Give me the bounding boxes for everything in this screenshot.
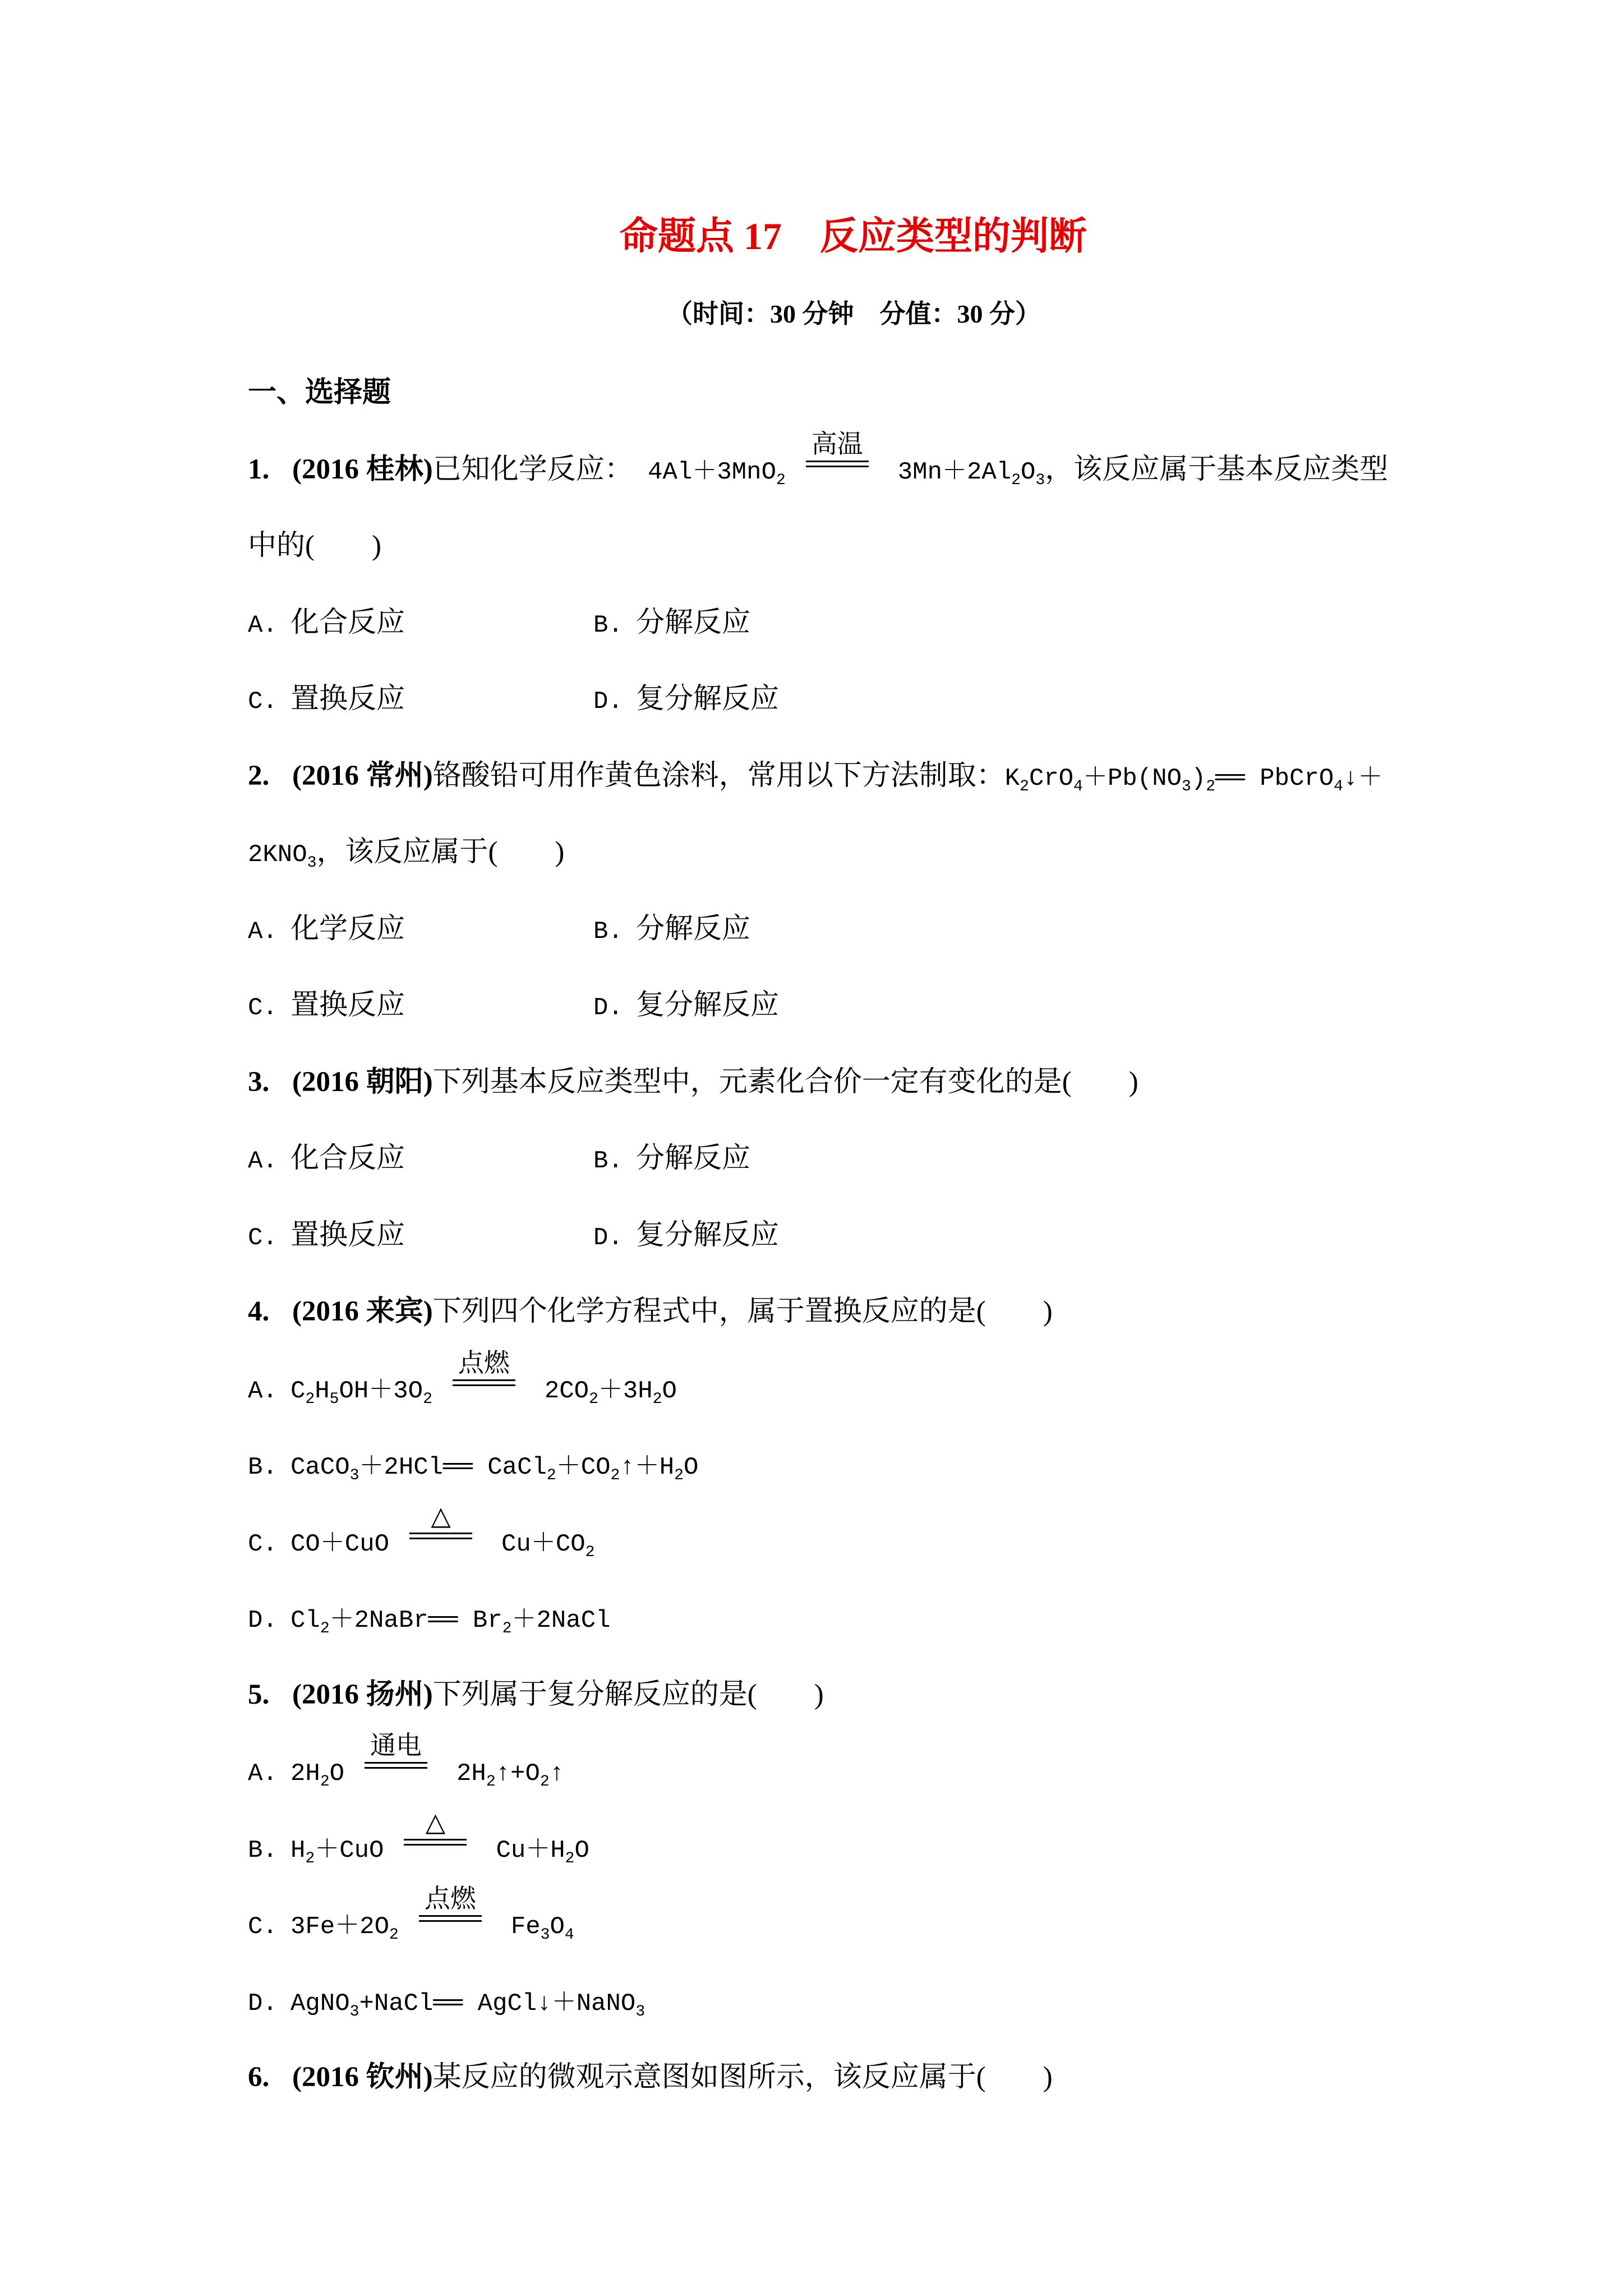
reaction-condition-label: 高温 xyxy=(811,429,863,458)
reaction-condition-double-line xyxy=(419,1915,482,1922)
subscript: 3 xyxy=(635,2003,645,2021)
subscript: 2 xyxy=(565,1849,575,1867)
chemical-formula: CO＋CuO xyxy=(291,1530,390,1558)
stem-text: 某反应的微观示意图如图所示，该反应属于( ) xyxy=(432,2062,1053,2093)
chemical-formula: Cu＋CO xyxy=(501,1530,585,1558)
chemical-formula: +NaCl══ AgCl↓＋NaNO xyxy=(359,1989,636,2018)
stem-text: 复分解反应 xyxy=(636,990,780,1021)
option-b xyxy=(593,891,939,970)
option-row xyxy=(248,1427,1538,1503)
option-c xyxy=(248,967,593,1047)
option-row xyxy=(248,1580,1538,1657)
chemical-formula: O xyxy=(1021,458,1036,486)
chemical-formula: CrO xyxy=(1029,764,1074,793)
reaction-condition xyxy=(453,1348,515,1402)
stem-text: 分解反应 xyxy=(636,606,751,638)
option-row xyxy=(248,585,1538,661)
option-label: D. xyxy=(593,994,623,1022)
subscript: 3 xyxy=(349,1467,359,1484)
chemical-formula: OH＋3O xyxy=(339,1377,423,1405)
subscript: 4 xyxy=(1334,777,1344,795)
option-label: D. xyxy=(248,1989,278,2018)
subscript: 2 xyxy=(1011,471,1021,489)
chemical-formula: Cu＋H xyxy=(496,1836,565,1865)
subscript: 2 xyxy=(1206,777,1216,795)
option-row xyxy=(248,891,1538,968)
chemical-formula: ＋2NaCl xyxy=(511,1607,611,1635)
stem-text: 复分解反应 xyxy=(636,683,780,715)
subscript: 2 xyxy=(652,1390,662,1408)
option-label: A. xyxy=(248,1760,278,1788)
subscript: 2 xyxy=(610,1467,620,1484)
question-source: (2016 扬州) xyxy=(292,1678,433,1710)
stem-text: 化合反应 xyxy=(291,1143,405,1174)
stem-text: 下列属于复分解反应的是( ) xyxy=(432,1678,824,1710)
chemical-formula: 2KNO xyxy=(248,841,307,869)
subscript: 2 xyxy=(389,1926,399,1944)
reaction-condition-double-line xyxy=(453,1379,515,1386)
option-d xyxy=(248,1602,611,1637)
chemical-formula: 3Mn＋2Al xyxy=(897,458,1012,486)
stem-text: 置换反应 xyxy=(291,990,405,1021)
chemical-formula: 3Fe＋2O xyxy=(291,1913,390,1941)
option-row xyxy=(248,967,1538,1044)
option-c xyxy=(248,1501,595,1561)
option-d xyxy=(593,967,939,1047)
question-1-stem-line xyxy=(248,431,1538,508)
subscript: 2 xyxy=(423,1390,432,1408)
reaction-condition-label: 通电 xyxy=(370,1731,422,1760)
option-label: A. xyxy=(248,611,278,639)
chemical-formula: H xyxy=(291,1836,306,1865)
stem-text: 分解反应 xyxy=(636,913,751,945)
stem-text: 已知化学反应： xyxy=(432,453,633,485)
question-number: 1. xyxy=(248,453,270,485)
reaction-condition xyxy=(409,1501,472,1555)
question-number: 6. xyxy=(248,2062,270,2093)
subscript: 2 xyxy=(585,1543,595,1561)
subscript: 2 xyxy=(486,1773,496,1791)
chemical-formula: ↑ xyxy=(549,1760,565,1788)
reaction-condition xyxy=(419,1884,482,1938)
chemical-formula: 2H xyxy=(291,1760,320,1788)
reaction-condition xyxy=(404,1807,467,1861)
chemical-formula: C xyxy=(291,1377,306,1405)
reaction-condition-label: 点燃 xyxy=(424,1884,476,1913)
option-label: C. xyxy=(248,994,278,1022)
subscript: 2 xyxy=(320,1773,330,1791)
chemical-formula: H xyxy=(315,1377,330,1405)
question-source: (2016 钦州) xyxy=(292,2062,433,2093)
subscript: 2 xyxy=(589,1390,598,1408)
option-row xyxy=(248,1197,1538,1274)
chemical-formula: ＋2NaBr══ Br xyxy=(329,1607,502,1635)
option-b xyxy=(248,1807,589,1867)
subscript: 2 xyxy=(1020,777,1029,795)
option-d xyxy=(593,661,939,740)
option-row xyxy=(248,1120,1538,1197)
question-number: 3. xyxy=(248,1066,270,1098)
stem-text: 下列四个化学方程式中，属于置换反应的是( ) xyxy=(432,1296,1053,1327)
option-label: A. xyxy=(248,1377,278,1405)
chemical-formula: ↑+O xyxy=(495,1760,540,1788)
chemical-formula: ＋Pb(NO xyxy=(1082,764,1182,793)
option-label: C. xyxy=(248,688,278,716)
option-a xyxy=(248,585,593,664)
chemical-formula: ) xyxy=(1191,764,1206,793)
chemical-formula: ↓＋ xyxy=(1343,764,1383,793)
option-label: D. xyxy=(248,1607,278,1635)
subscript: 4 xyxy=(1073,777,1083,795)
chemical-formula: AgNO xyxy=(291,1989,350,2018)
subscript: 2 xyxy=(776,471,786,489)
reaction-condition-label: △ xyxy=(425,1807,446,1837)
question-number: 4. xyxy=(248,1296,270,1327)
option-row xyxy=(248,1733,1538,1810)
option-label: D. xyxy=(593,688,623,716)
question-source: (2016 桂林) xyxy=(292,453,433,485)
stem-text: 复分解反应 xyxy=(636,1219,780,1251)
subscript: 2 xyxy=(305,1849,315,1867)
chemical-formula: O xyxy=(662,1377,677,1405)
subscript: 2 xyxy=(502,1620,512,1637)
reaction-condition xyxy=(365,1731,427,1784)
option-b xyxy=(593,1120,939,1200)
option-d xyxy=(593,1197,939,1277)
question-4-stem-line xyxy=(248,1273,1538,1350)
chemical-formula: ＋CO xyxy=(556,1453,611,1481)
option-label: B. xyxy=(248,1453,278,1481)
question-source: (2016 朝阳) xyxy=(292,1066,433,1098)
option-c xyxy=(248,1197,593,1277)
reaction-condition xyxy=(806,429,869,483)
chemical-formula: ＋3H xyxy=(598,1377,653,1405)
chemical-formula: Cl xyxy=(291,1607,320,1635)
chemical-formula: ══ PbCrO xyxy=(1215,764,1334,793)
stem-text: 分解反应 xyxy=(636,1143,751,1174)
subscript: 2 xyxy=(320,1620,330,1637)
stem-text: 化合反应 xyxy=(291,606,405,638)
question-number: 5. xyxy=(248,1678,270,1710)
option-a xyxy=(248,891,593,970)
option-label: C. xyxy=(248,1530,278,1558)
option-label: A. xyxy=(248,1147,278,1175)
option-row xyxy=(248,1807,1538,1887)
subscript: 2 xyxy=(674,1467,684,1484)
question-source: (2016 来宾) xyxy=(292,1296,433,1327)
subscript: 3 xyxy=(349,2003,359,2021)
chemical-formula: 2H xyxy=(457,1760,486,1788)
page-title: 命题点 17 反应类型的判断 xyxy=(620,215,1087,257)
option-label: B. xyxy=(593,917,623,946)
option-row xyxy=(248,661,1538,738)
option-row xyxy=(248,1350,1538,1427)
question-2-stem-line xyxy=(248,738,1538,815)
option-label: D. xyxy=(593,1223,623,1252)
reaction-condition-double-line xyxy=(409,1533,472,1539)
option-a xyxy=(248,1731,565,1791)
reaction-condition-label: △ xyxy=(431,1501,451,1530)
option-a xyxy=(248,1120,593,1200)
chemical-formula: O xyxy=(550,1913,565,1941)
stem-text: 化学反应 xyxy=(291,913,405,945)
subscript: 3 xyxy=(540,1926,550,1944)
option-row xyxy=(248,1503,1538,1580)
chemical-formula: 4Al＋3MnO xyxy=(633,458,776,486)
chemical-formula: O xyxy=(574,1836,589,1865)
option-a xyxy=(248,1348,677,1408)
option-b xyxy=(593,585,939,664)
stem-text: 下列基本反应类型中，元素化合价一定有变化的是( ) xyxy=(432,1066,1138,1098)
stem-text: ，该反应属于( ) xyxy=(316,836,565,868)
question-6-stem-line xyxy=(248,2039,1538,2116)
stem-text: 铬酸铅可用作黄色涂料，常用以下方法制取： xyxy=(432,760,1005,792)
stem-text: 中的( ) xyxy=(248,530,381,562)
question-5-stem-line xyxy=(248,1657,1538,1733)
question-list xyxy=(248,431,1538,2116)
stem-text: ，该反应属于基本反应类型 xyxy=(1045,453,1389,485)
option-c xyxy=(248,661,593,740)
option-label: A. xyxy=(248,917,278,946)
question-number: 2. xyxy=(248,760,270,792)
chemical-formula: K xyxy=(1004,764,1020,793)
option-row xyxy=(248,1886,1538,1963)
question-3-stem-line xyxy=(248,1044,1538,1121)
page-subtitle: （时间：30 分钟 分值：30 分） xyxy=(667,300,1041,328)
stem-text: 置换反应 xyxy=(291,683,405,715)
section-heading: 一、选择题 xyxy=(248,377,391,408)
subscript: 5 xyxy=(329,1390,339,1408)
subscript: 4 xyxy=(564,1926,574,1944)
subscript: 3 xyxy=(1182,777,1191,795)
chemical-formula: Fe xyxy=(510,1913,541,1941)
stem-text: 置换反应 xyxy=(291,1219,405,1251)
reaction-condition-double-line xyxy=(806,461,869,467)
chemical-formula: O xyxy=(329,1760,345,1788)
subscript: 2 xyxy=(305,1390,315,1408)
subscript: 2 xyxy=(546,1467,556,1484)
option-d xyxy=(248,1985,645,2021)
option-label: C. xyxy=(248,1223,278,1252)
chemical-formula: ＋CuO xyxy=(315,1836,384,1865)
option-b xyxy=(248,1449,699,1484)
option-row xyxy=(248,1963,1538,2040)
option-label: B. xyxy=(593,611,623,639)
subscript: 3 xyxy=(1035,471,1045,489)
option-label: B. xyxy=(593,1147,623,1175)
chemical-formula: ↑＋H xyxy=(620,1453,675,1481)
option-c xyxy=(248,1884,574,1944)
question-2-stem-line xyxy=(248,814,1538,891)
reaction-condition-label: 点燃 xyxy=(458,1348,510,1377)
option-label: B. xyxy=(248,1836,278,1865)
chemical-formula: O xyxy=(683,1453,699,1481)
question-source: (2016 常州) xyxy=(292,760,433,792)
question-1-stem-line xyxy=(248,508,1538,585)
question-content xyxy=(248,355,1538,2116)
subscript: 3 xyxy=(307,854,317,872)
option-label: C. xyxy=(248,1913,278,1941)
chemical-formula: 2CO xyxy=(544,1377,589,1405)
reaction-condition-double-line xyxy=(365,1762,427,1769)
subscript: 2 xyxy=(540,1773,550,1791)
chemical-formula: ＋2HCl══ CaCl xyxy=(359,1453,547,1481)
chemical-formula: CaCO xyxy=(291,1453,350,1481)
reaction-condition-double-line xyxy=(404,1839,467,1846)
